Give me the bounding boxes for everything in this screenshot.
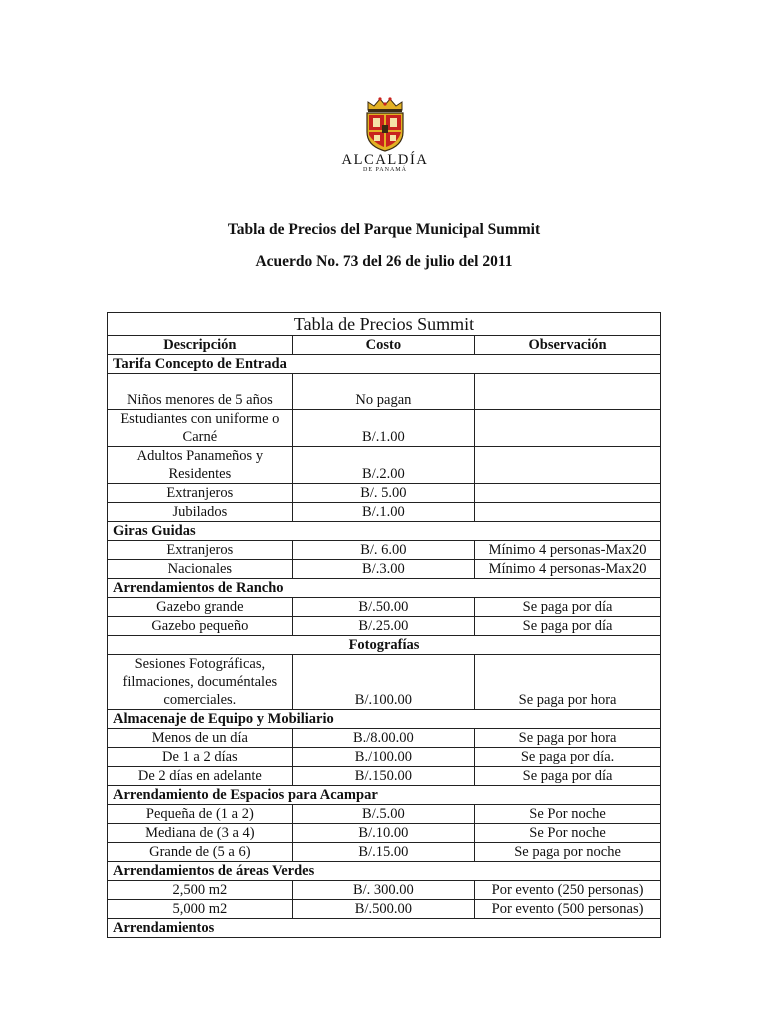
row-description: Menos de un día — [108, 729, 293, 748]
table-caption: Tabla de Precios Summit — [108, 313, 661, 336]
table-header-row — [108, 336, 661, 355]
header-description: Descripción — [108, 336, 293, 355]
row-observation: Mínimo 4 personas-Max20 — [475, 560, 661, 579]
section-row — [108, 579, 661, 598]
section-row — [108, 786, 661, 805]
table-row — [108, 541, 661, 560]
table-row — [108, 447, 661, 484]
row-cost: B/. 6.00 — [292, 541, 474, 560]
row-description: Sesiones Fotográficas, filmaciones, documéntales comerciales. — [108, 655, 293, 710]
row-cost: B/. 5.00 — [292, 484, 474, 503]
row-observation: Se paga por hora — [475, 729, 661, 748]
row-description: Nacionales — [108, 560, 293, 579]
row-observation: Por evento (500 personas) — [475, 900, 661, 919]
row-description: Estudiantes con uniforme o Carné — [108, 410, 293, 447]
row-cost: B./100.00 — [292, 748, 474, 767]
row-description: Grande de (5 a 6) — [108, 843, 293, 862]
row-cost: B/.500.00 — [292, 900, 474, 919]
table-row — [108, 805, 661, 824]
row-description: 5,000 m2 — [108, 900, 293, 919]
table-row — [108, 484, 661, 503]
section-row — [108, 862, 661, 881]
row-observation: Se Por noche — [475, 824, 661, 843]
price-table-body — [108, 313, 661, 938]
section-title: Arrendamientos de Rancho — [108, 579, 661, 598]
row-cost: B/.50.00 — [292, 598, 474, 617]
row-observation: Se Por noche — [475, 805, 661, 824]
row-cost: B/.5.00 — [292, 805, 474, 824]
row-cost: B/.1.00 — [292, 503, 474, 522]
row-description: Mediana de (3 a 4) — [108, 824, 293, 843]
row-observation: Se paga por hora — [475, 655, 661, 710]
table-row — [108, 617, 661, 636]
row-description: Pequeña de (1 a 2) — [108, 805, 293, 824]
section-title: Giras Guidas — [108, 522, 661, 541]
row-cost: No pagan — [292, 374, 474, 410]
table-row — [108, 503, 661, 522]
row-cost: B/.25.00 — [292, 617, 474, 636]
row-description: Adultos Panameños y Residentes — [108, 447, 293, 484]
table-row — [108, 374, 661, 410]
table-row — [108, 843, 661, 862]
section-title: Arrendamientos — [108, 919, 661, 938]
document-title: Tabla de Precios del Parque Municipal Summit — [227, 221, 541, 238]
row-cost: B/.10.00 — [292, 824, 474, 843]
row-observation: Se paga por día — [475, 617, 661, 636]
table-caption-row — [108, 313, 661, 336]
row-observation: Se paga por noche — [475, 843, 661, 862]
table-row — [108, 881, 661, 900]
row-description: De 1 a 2 días — [108, 748, 293, 767]
row-cost: B/.2.00 — [292, 447, 474, 484]
row-observation — [475, 374, 661, 410]
table-row — [108, 900, 661, 919]
row-cost: B/.150.00 — [292, 767, 474, 786]
section-title: Tarifa Concepto de Entrada — [108, 355, 661, 374]
row-observation — [475, 484, 661, 503]
row-description: Gazebo pequeño — [108, 617, 293, 636]
table-row — [108, 560, 661, 579]
row-cost: B./8.00.00 — [292, 729, 474, 748]
section-title: Arrendamientos de áreas Verdes — [108, 862, 661, 881]
row-description: 2,500 m2 — [108, 881, 293, 900]
table-row — [108, 748, 661, 767]
document-subtitle: Acuerdo No. 73 del 26 de julio del 2011 — [255, 253, 513, 270]
section-row — [108, 636, 661, 655]
section-title: Arrendamiento de Espacios para Acampar — [108, 786, 661, 805]
section-row — [108, 710, 661, 729]
row-observation — [475, 410, 661, 447]
row-observation: Por evento (250 personas) — [475, 881, 661, 900]
wordmark-sub: DE PANAMÁ — [363, 167, 407, 173]
coat-of-arms-icon — [360, 96, 410, 152]
table-row — [108, 824, 661, 843]
row-cost: B/.15.00 — [292, 843, 474, 862]
table-row — [108, 410, 661, 447]
price-table — [107, 312, 661, 938]
section-title: Fotografías — [108, 636, 661, 655]
row-observation — [475, 447, 661, 484]
row-description: Gazebo grande — [108, 598, 293, 617]
row-observation: Se paga por día — [475, 598, 661, 617]
row-observation: Mínimo 4 personas-Max20 — [475, 541, 661, 560]
row-observation: Se paga por día. — [475, 748, 661, 767]
row-description: Extranjeros — [108, 484, 293, 503]
alcaldia-logo — [335, 96, 435, 180]
row-description: Niños menores de 5 años — [108, 374, 293, 410]
row-cost: B/.100.00 — [292, 655, 474, 710]
section-row — [108, 522, 661, 541]
row-observation: Se paga por día — [475, 767, 661, 786]
row-cost: B/.3.00 — [292, 560, 474, 579]
row-description: De 2 días en adelante — [108, 767, 293, 786]
table-row — [108, 729, 661, 748]
table-row — [108, 598, 661, 617]
row-cost: B/.1.00 — [292, 410, 474, 447]
section-row — [108, 355, 661, 374]
table-row — [108, 655, 661, 710]
section-title: Almacenaje de Equipo y Mobiliario — [108, 710, 661, 729]
row-cost: B/. 300.00 — [292, 881, 474, 900]
row-description: Extranjeros — [108, 541, 293, 560]
wordmark: ALCALDÍA — [341, 152, 429, 168]
header-cost: Costo — [292, 336, 474, 355]
table-row — [108, 767, 661, 786]
header-observation: Observación — [475, 336, 661, 355]
row-observation — [475, 503, 661, 522]
row-description: Jubilados — [108, 503, 293, 522]
section-row — [108, 919, 661, 938]
